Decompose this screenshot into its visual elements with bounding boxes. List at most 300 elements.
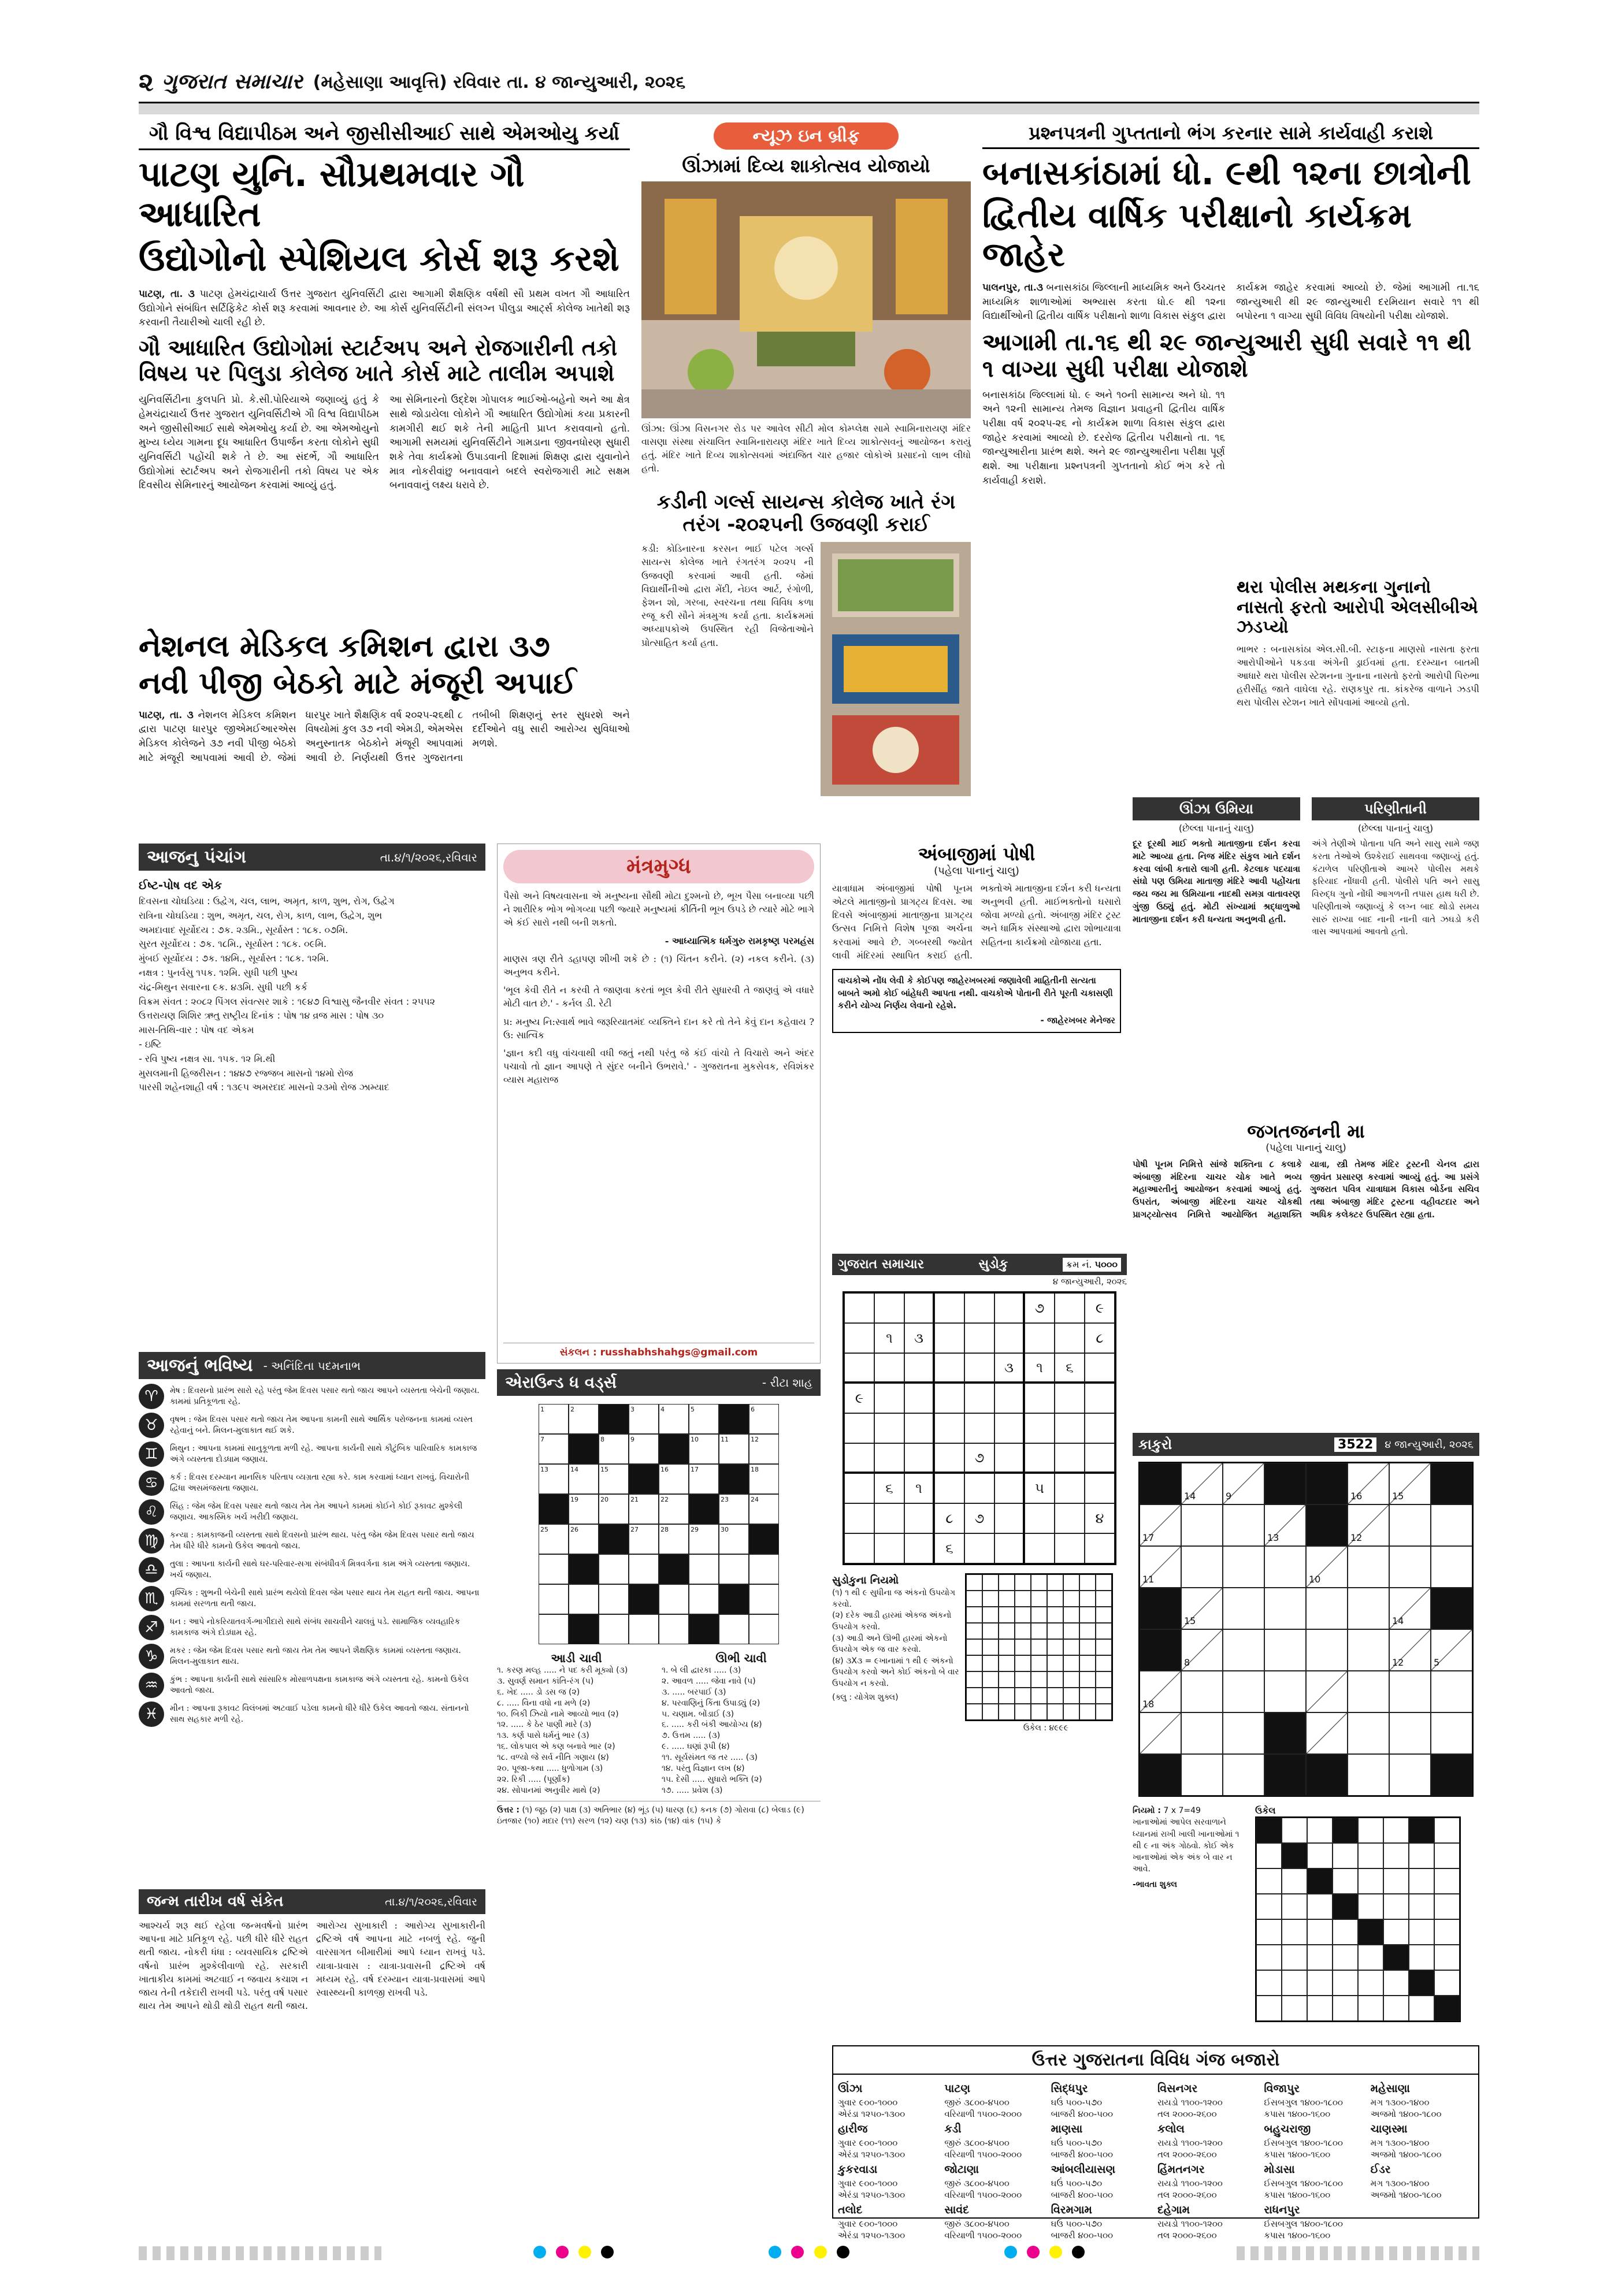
kakuro-solution-cell: [1434, 1894, 1460, 1919]
story-exam: [982, 122, 1479, 527]
sudoku-cell[interactable]: [874, 1503, 904, 1533]
sudoku-solution-cell: [1031, 1591, 1047, 1607]
kakuro-solution-cell: [1383, 1894, 1409, 1919]
sudoku-cell[interactable]: ૧: [904, 1473, 934, 1503]
sudoku-cell[interactable]: [1055, 1443, 1085, 1473]
kakuro-cell[interactable]: [1181, 1712, 1223, 1754]
sudoku-cell[interactable]: [904, 1383, 934, 1413]
crossword-cell[interactable]: [539, 1614, 569, 1644]
kakuro-cell[interactable]: [1223, 1671, 1264, 1712]
crossword-black-cell: [599, 1404, 629, 1434]
crossword-cell[interactable]: [629, 1554, 659, 1584]
market-rate: તલ ૨૦૦૦-૨૬૦૦: [1157, 2108, 1217, 2119]
kakuro-solution-cell: [1307, 1970, 1333, 1996]
sudoku-cell[interactable]: [934, 1293, 964, 1323]
sudoku-cell[interactable]: [874, 1353, 904, 1383]
sudoku-cell[interactable]: [994, 1293, 1025, 1323]
kakuro-solution-cell: [1307, 1818, 1333, 1843]
sudoku-cell[interactable]: [1025, 1533, 1055, 1563]
kakuro-cell[interactable]: [1181, 1754, 1223, 1796]
sudoku-solution-cell: [1015, 1623, 1031, 1639]
story-medical: [139, 630, 630, 849]
sudoku-cell[interactable]: ૯: [844, 1383, 874, 1413]
magenta-dot: [1027, 2246, 1040, 2258]
sudoku-cell[interactable]: [934, 1383, 964, 1413]
sudoku-cell[interactable]: ૩: [994, 1353, 1025, 1383]
sudoku-solution-cell: [1079, 1623, 1096, 1639]
kakuro-clue-cell: 13: [1264, 1504, 1306, 1546]
panchang-line: વિક્રમ સંવત : ૨૦૮૨ પિંગલ સંવત્સર શાકે : ૧૯૪૭ વિશ્વાસુ જૈનવીર સંવત : ૨૫૫૨: [139, 995, 436, 1007]
sudoku-cell[interactable]: [874, 1293, 904, 1323]
crossword-cell[interactable]: [719, 1554, 749, 1584]
market-rate: વરિયાળી ૧૫૦૦-૨૦૦૦: [944, 2108, 1022, 2119]
sudoku-solution-cell: [1047, 1639, 1063, 1655]
sudoku-cell[interactable]: [844, 1443, 874, 1473]
crossword-cell[interactable]: [599, 1614, 629, 1644]
sudoku-cell[interactable]: [964, 1353, 994, 1383]
crossword-cell[interactable]: 22: [659, 1494, 689, 1524]
sudoku-cell[interactable]: [1025, 1503, 1055, 1533]
crossword-cell[interactable]: 13: [539, 1464, 569, 1494]
sudoku-cell[interactable]: ૭: [964, 1503, 994, 1533]
sudoku-cell[interactable]: [1055, 1293, 1085, 1323]
sudoku-cell[interactable]: [904, 1503, 934, 1533]
crossword-cell[interactable]: 19: [569, 1494, 599, 1524]
sudoku-cell[interactable]: [964, 1383, 994, 1413]
story-subtitle: (છેલ્લા પાનાનું ચાલુ): [1178, 823, 1255, 834]
story-paragraph: પાટણ હેમચંદ્રાચાર્ય ઉત્તર ગુજરાત યુનિવર્સિટી દ્વારા આગામી શૈક્ષણિક વર્ષથી સૌ પ્રથમ વખત ગૌ આધારિત ઉદ્યોગોને સંબંધિત સર્ટિફિકેટ કોર્સ શરૂ કરવામાં આવનાર છે. આ કોર્સ યુનિવર્સિટીની સંલગ્ન પીલુડા આર્ટ્સ કોલેજ ખાતેથી શરૂ કરવાની તૈયારીઓ ચાલી રહી છે.: [139, 288, 630, 329]
sudoku-cell[interactable]: [934, 1473, 964, 1503]
crossword-cell[interactable]: 12: [749, 1434, 779, 1464]
horoscope-text: કર્ક : દિવસ દરમ્યાન માનસિક પરિતાપ વ્યગ્રતા રહ્યા કરે. કામ કરવામાં ધ્યાન રાખવું. વિચારોની દ્વિધા અસમંજસતા જણાય.: [170, 1473, 470, 1493]
market-rate: ગુવાર ૯૦૦-૧૦૦૦: [838, 2097, 898, 2108]
sudoku-cell[interactable]: [1055, 1503, 1085, 1533]
sudoku-cell[interactable]: [994, 1413, 1025, 1443]
horoscope-item: [139, 1470, 485, 1496]
sudoku-solution-cell: [982, 1574, 999, 1591]
crossword-cell[interactable]: 10: [689, 1434, 719, 1464]
panchang-line: મુસલમાની હિજરીસન : ૧૪૪૭ રજ્જબ માસનો ૧૪મો રોજ: [139, 1067, 353, 1079]
sudoku-solution-cell: [1015, 1655, 1031, 1671]
birthday-title: જન્મ તારીખ વર્ષ સંકેત: [147, 1893, 284, 1910]
market-column: [1051, 2079, 1154, 2242]
crossword-cell[interactable]: [599, 1584, 629, 1614]
market-name: આંબલીયાસણ: [1051, 2163, 1116, 2176]
kakuro-solution-cell: [1434, 1970, 1460, 1996]
kakuro-cell[interactable]: [1306, 1588, 1348, 1629]
crossword-cell[interactable]: [539, 1554, 569, 1584]
sudoku-solution-cell: [1047, 1574, 1063, 1591]
kakuro-clue-cell: 12: [1348, 1504, 1389, 1546]
crossword-cell[interactable]: 4: [659, 1404, 689, 1434]
sudoku-cell[interactable]: [964, 1533, 994, 1563]
sudoku-cell[interactable]: [904, 1353, 934, 1383]
crossword-cell[interactable]: 27: [629, 1524, 659, 1554]
sudoku-solution-cell: [1047, 1704, 1063, 1720]
crossword-cell[interactable]: [599, 1554, 629, 1584]
sudoku-cell[interactable]: [994, 1443, 1025, 1473]
sudoku-cell[interactable]: [1055, 1533, 1085, 1563]
kakuro-solution-cell: [1409, 1996, 1434, 2021]
sudoku-cell[interactable]: [994, 1383, 1025, 1413]
crossword-cell[interactable]: [749, 1584, 779, 1614]
kakuro-cell[interactable]: [1431, 1546, 1472, 1588]
sudoku-solution-cell: [1047, 1591, 1063, 1607]
sudoku-cell[interactable]: [904, 1413, 934, 1443]
cyan-dot: [533, 2246, 546, 2258]
sudoku-cell[interactable]: ૩: [904, 1323, 934, 1353]
market-rate: ઘઉં ૫૦૦-૫૭૦: [1051, 2137, 1103, 2148]
kakuro-cell[interactable]: [1223, 1546, 1264, 1588]
crossword-cell[interactable]: 26: [569, 1524, 599, 1554]
sudoku-cell[interactable]: [994, 1473, 1025, 1503]
kakuro-cell[interactable]: [1348, 1712, 1389, 1754]
crossword-cell[interactable]: [659, 1614, 689, 1644]
sudoku-solution-cell: [966, 1655, 982, 1671]
crossword-cell[interactable]: 6: [749, 1404, 779, 1434]
kakuro-cell[interactable]: [1389, 1754, 1431, 1796]
sudoku-rules-credit: (ક્લુ : યોગેશ શુક્લ): [832, 1692, 899, 1702]
sudoku-cell[interactable]: [1085, 1443, 1115, 1473]
sudoku-cell[interactable]: [1085, 1353, 1115, 1383]
market-name: મહેસાણા: [1370, 2082, 1410, 2095]
sudoku-cell[interactable]: [844, 1413, 874, 1443]
kakuro-cell[interactable]: [1431, 1712, 1472, 1754]
sudoku-cell[interactable]: [1025, 1383, 1055, 1413]
sudoku-cell[interactable]: [844, 1473, 874, 1503]
sudoku-cell[interactable]: [874, 1413, 904, 1443]
horoscope-title: આજનું ભવિષ્ય: [147, 1355, 253, 1376]
down-clue: ૪. પરવાણિનું કિંતા ઉપાડ્યું (૨): [662, 1698, 760, 1708]
sudoku-cell[interactable]: [934, 1413, 964, 1443]
black-dot: [1072, 2246, 1085, 2258]
crossword-cell[interactable]: [629, 1614, 659, 1644]
kakuro-cell[interactable]: [1223, 1754, 1264, 1796]
sudoku-solution-cell: [1031, 1574, 1047, 1591]
sudoku-number: ૫૦૦૦: [1094, 1258, 1118, 1270]
black-dot: [837, 2246, 849, 2258]
sudoku-cell[interactable]: [934, 1323, 964, 1353]
kakuro-cell[interactable]: [1181, 1671, 1223, 1712]
crossword-cell[interactable]: 15: [599, 1464, 629, 1494]
market-name: તલોદ: [838, 2204, 863, 2217]
kakuro-solution-cell: [1333, 1818, 1358, 1843]
crossword-cell[interactable]: 16: [659, 1464, 689, 1494]
crossword-cell[interactable]: 3: [629, 1404, 659, 1434]
panchang-line: ઈષ્ટ-પોષ વદ એક: [139, 878, 222, 892]
market-columns: [833, 2075, 1478, 2246]
mantra-para: પ્ર: મનુષ્ય નિ:સ્વાર્થ ભાવે જરૂરિયાતમંદ વ્યક્તિને દાન કરે તો તેને કેવું દાન કહેવાય ? ઉ: સાત્વિક: [503, 1016, 814, 1041]
panchang-line: - રવિ પુષ્ય નક્ષત્ર સા. ૧૫ક. ૧૨ મિ.થી: [139, 1053, 276, 1064]
crossword-cell[interactable]: 17: [689, 1464, 719, 1494]
kakuro-cell[interactable]: [1264, 1588, 1306, 1629]
kakuro-block: [1431, 1754, 1472, 1796]
crossword-cell[interactable]: [719, 1614, 749, 1644]
across-clue: ૨૪. સોપાનમાં અનુવીર માથે (૨): [497, 1785, 600, 1795]
kakuro-cell[interactable]: [1431, 1671, 1472, 1712]
sudoku-cell[interactable]: [994, 1503, 1025, 1533]
kakuro-solution-cell: [1282, 1894, 1307, 1919]
kakuro-solution-cell: [1282, 1843, 1307, 1868]
crossword-cell[interactable]: 9: [629, 1434, 659, 1464]
crossword-cell[interactable]: 29: [689, 1524, 719, 1554]
kakuro-cell[interactable]: [1264, 1629, 1306, 1671]
sudoku-cell[interactable]: [874, 1533, 904, 1563]
kakuro-solution-cell: [1409, 1945, 1434, 1970]
kakuro-solution-cell: [1434, 1818, 1460, 1843]
sudoku-cell[interactable]: ૮: [934, 1503, 964, 1533]
sudoku-cell[interactable]: [964, 1413, 994, 1443]
story-kicker: પ્રશ્નપત્રની ગુપ્તતાનો ભંગ કરનાર સામે કાર્યવાહી કરાશે: [982, 122, 1479, 149]
sudoku-solution-cell: [982, 1639, 999, 1655]
sudoku-cell[interactable]: [1025, 1443, 1055, 1473]
sudoku-cell[interactable]: [1055, 1473, 1085, 1503]
sudoku-cell[interactable]: [904, 1443, 934, 1473]
sudoku-cell[interactable]: [1085, 1383, 1115, 1413]
sudoku-solution-cell: [999, 1623, 1015, 1639]
sudoku-rule: (૩) આડી અને ઊભી હારમાં એકનો ઉપયોગ એક જ વાર કરવો.: [832, 1633, 948, 1655]
sudoku-cell[interactable]: [1085, 1473, 1115, 1503]
kakuro-solution-cell: [1333, 1868, 1358, 1894]
crossword-cell[interactable]: 24: [749, 1494, 779, 1524]
story-headline-2: નવી પીજી બેઠકો માટે મંજૂરી અપાઈ: [139, 666, 577, 701]
crossword-cell[interactable]: 14: [569, 1464, 599, 1494]
yellow-dot: [814, 2246, 827, 2258]
horoscope-item: [139, 1615, 485, 1640]
kakuro-solution-cell: [1358, 1818, 1383, 1843]
crossword-cell[interactable]: [689, 1554, 719, 1584]
kakuro-cell[interactable]: [1223, 1629, 1264, 1671]
across-clue: ૨૨. રિકી ..... (પૂર્ણાંક): [497, 1774, 570, 1784]
sudoku-cell[interactable]: ૮: [1085, 1323, 1115, 1353]
crossword-cell[interactable]: 7: [539, 1434, 569, 1464]
sudoku-cell[interactable]: [1025, 1323, 1055, 1353]
sudoku-cell[interactable]: ૬: [1055, 1353, 1085, 1383]
magenta-dot: [556, 2246, 569, 2258]
crossword-cell[interactable]: 18: [749, 1464, 779, 1494]
cmyk-dots-3: [1001, 2246, 1088, 2261]
kakuro-cell[interactable]: [1223, 1712, 1264, 1754]
crossword-cell[interactable]: 5: [689, 1404, 719, 1434]
crossword-cell[interactable]: 28: [659, 1524, 689, 1554]
market-rate: રાયડો ૧૧૦૦-૧૨૦૦: [1157, 2137, 1223, 2148]
crossword-cell[interactable]: [569, 1584, 599, 1614]
story-headline-2: ઉદ્યોગોનો સ્પેશિયલ કોર્સ શરૂ કરશે: [139, 239, 619, 280]
masthead: [139, 65, 1479, 99]
sudoku-cell[interactable]: ૯: [1085, 1293, 1115, 1323]
crossword-cell[interactable]: [689, 1584, 719, 1614]
horoscope-item: [139, 1499, 485, 1525]
sudoku-cell[interactable]: [964, 1293, 994, 1323]
market-name: ચાણસ્મા: [1370, 2123, 1408, 2136]
sudoku-cell[interactable]: [844, 1323, 874, 1353]
advert-note-text: વાચકોએ નોંધ લેવી કે કોઈપણ જાહેરખબરમાં જણાવેલી માહિતીની સત્યતા બાબતે અમો કોઈ બાંહેધરી આપતા નથી. વાચકોએ પોતાની રીતે પૂરતી ચકાસણી કરીને યોગ્ય નિર્ણય લેવાનો રહેશે.: [838, 975, 1113, 1011]
crossword-cell[interactable]: 30: [719, 1524, 749, 1554]
kakuro-cell[interactable]: [1389, 1546, 1431, 1588]
magenta-dot: [791, 2246, 804, 2258]
kakuro-cell[interactable]: [1181, 1504, 1223, 1546]
kakuro-cell[interactable]: [1181, 1546, 1223, 1588]
sudoku-solution-cell: [1063, 1607, 1079, 1623]
story-jagatjanani: [1133, 1121, 1479, 1421]
crossword-cell[interactable]: 23: [719, 1494, 749, 1524]
sudoku-cell[interactable]: [844, 1533, 874, 1563]
mantra-credit[interactable]: સંકલન : russhabhshahgs@gmail.com: [503, 1343, 814, 1358]
kakuro-cell[interactable]: [1223, 1588, 1264, 1629]
market-name: જોટાણા: [944, 2163, 979, 2176]
horoscope-item: [139, 1557, 485, 1582]
kakuro-rules-body: ખાનાઓમાં આપેલ સરવાળાને ધ્યાનમાં રાખી ખાલી ખાનાઓમાં ૧ થી ૯ ના અંક ગોઠવો. કોઈ એક ખાનાઓમાં એક અંક બે વાર ન આવે.: [1133, 1818, 1240, 1874]
sudoku-cell[interactable]: [994, 1323, 1025, 1353]
crossword-cell[interactable]: 20: [599, 1494, 629, 1524]
crossword-cell[interactable]: [749, 1554, 779, 1584]
market-name: પાટણ: [944, 2082, 970, 2095]
sudoku-cell[interactable]: ૭: [964, 1443, 994, 1473]
kakuro-block: [1264, 1463, 1306, 1504]
gemini-icon: ♊: [139, 1441, 164, 1467]
kakuro-block: [1306, 1754, 1348, 1796]
kakuro-solution-cell: [1434, 1996, 1460, 2021]
sudoku-cell[interactable]: ૫: [1025, 1473, 1055, 1503]
market-rate: જીરું ૩૮૦૦-૪૫૦૦: [944, 2219, 1010, 2230]
scorpio-icon: ♏: [139, 1586, 164, 1611]
story-dateline: પાટણ, તા. ૩: [139, 709, 194, 721]
crossword-cell[interactable]: [749, 1614, 779, 1644]
kakuro-solution-cell: [1307, 1843, 1333, 1868]
sudoku-cell[interactable]: [934, 1443, 964, 1473]
market-rate: તલ ૨૦૦૦-૨૬૦૦: [1157, 2149, 1217, 2160]
kakuro-cell[interactable]: [1389, 1712, 1431, 1754]
sudoku-cell[interactable]: [874, 1443, 904, 1473]
kakuro-cell[interactable]: [1348, 1546, 1389, 1588]
sudoku-solution-cell: [1047, 1607, 1063, 1623]
crossword-cell[interactable]: [659, 1584, 689, 1614]
sudoku-cell[interactable]: ૭: [1025, 1293, 1055, 1323]
sudoku-cell[interactable]: [1055, 1413, 1085, 1443]
horoscope-text: તુલા : આપના કાર્યની સાથે ઘર-પરિવાર-સગા સંબંધીવર્ગ મિત્રવર્ગના કામ અંગે વ્યસ્તતા જણાય. ખર્ચ જણાય.: [170, 1559, 470, 1580]
advert-note: [832, 969, 1121, 1033]
story-parinitani: [1312, 797, 1479, 1121]
sudoku-rule: (૪) ૩X૩ = ૯ખાનામાં ૧ થી ૯ અંકનો ઉપયોગ કરવો અને કોઈ અંકનો બે વાર ઉપયોગ ન કરવો.: [832, 1656, 959, 1688]
sudoku-cell[interactable]: [844, 1293, 874, 1323]
market-rate: જીરું ૩૮૦૦-૪૫૦૦: [944, 2178, 1010, 2189]
kakuro-cell[interactable]: [1264, 1671, 1306, 1712]
sudoku-cell[interactable]: [844, 1353, 874, 1383]
crossword-cell[interactable]: 21: [629, 1494, 659, 1524]
kakuro-solution-cell: [1434, 1945, 1460, 1970]
market-rate: ઘઉં ૫૦૦-૫૭૦: [1051, 2097, 1103, 2108]
sudoku-cell[interactable]: ૧: [1025, 1353, 1055, 1383]
sudoku-solution-cell: [1096, 1704, 1112, 1720]
kakuro-cell[interactable]: [1348, 1588, 1389, 1629]
crossword-black-cell: [569, 1434, 599, 1464]
kakuro-cell[interactable]: [1389, 1671, 1431, 1712]
sudoku-cell[interactable]: ૬: [934, 1533, 964, 1563]
crossword-cell[interactable]: 25: [539, 1524, 569, 1554]
sudoku-solution-cell: [982, 1688, 999, 1704]
brief-caption: ઊંઝા: ઊંઝા વિસનગર રોડ પર આવેલ સીટી મોલ કોમ્પ્લેક્ષ સામે સ્વામિનારાયણ મંદિર વાસણા સંસ્થા સંચાલિત સ્વામિનારાયણ મંદિર ખાતે દિવ્ય શાકોત્સવનું આયોજન કરાયું હતું. મંદિર ખાતે દિવ્ય શાકોત્સવમાં અંદાજિત ચાર હજાર લોકોએ પ્રસાદનો લાભ લીધો હતો.: [641, 422, 971, 474]
crossword-cell[interactable]: 2: [569, 1404, 599, 1434]
sudoku-cell[interactable]: [994, 1533, 1025, 1563]
kakuro-block: [1306, 1504, 1348, 1546]
kakuro-solution-cell: [1333, 1945, 1358, 1970]
sudoku-cell[interactable]: [934, 1353, 964, 1383]
kakuro-solution-cell: [1434, 1868, 1460, 1894]
sudoku-cell[interactable]: [1055, 1323, 1085, 1353]
kakuro-cell[interactable]: [1348, 1754, 1389, 1796]
sudoku-solution-cell: [1079, 1591, 1096, 1607]
crossword-cell[interactable]: 11: [719, 1434, 749, 1464]
sudoku-cell[interactable]: [1055, 1383, 1085, 1413]
kakuro-cell[interactable]: [1431, 1504, 1472, 1546]
kakuro-cell[interactable]: [1264, 1546, 1306, 1588]
sudoku-cell[interactable]: [1025, 1413, 1055, 1443]
kakuro-solution-cell: [1358, 1843, 1383, 1868]
sudoku-solution-cell: [1063, 1671, 1079, 1688]
kakuro-cell[interactable]: [1223, 1504, 1264, 1546]
kakuro-clue-cell: [1306, 1671, 1348, 1712]
sudoku-cell[interactable]: [964, 1473, 994, 1503]
birthday-box: [139, 1889, 485, 2109]
market-name: હારીજ: [838, 2123, 868, 2136]
sudoku-cell[interactable]: ૪: [1085, 1503, 1115, 1533]
sudoku-solution-cell: [1031, 1671, 1047, 1688]
cancer-icon: ♋: [139, 1470, 164, 1496]
sudoku-cell[interactable]: [1085, 1413, 1115, 1443]
kakuro-block: [1140, 1588, 1181, 1629]
sudoku-cell[interactable]: ૬: [874, 1473, 904, 1503]
kakuro-cell[interactable]: [1389, 1504, 1431, 1546]
kakuro-cell[interactable]: [1348, 1671, 1389, 1712]
story-ambaji: [832, 844, 1121, 1248]
across-clue: ૮. ..... વિના વધો ના મળે (૨): [497, 1698, 591, 1708]
market-rate: અજમો ૧૪૦૦-૧૮૦૦: [1370, 2190, 1442, 2201]
sudoku-cell[interactable]: [964, 1323, 994, 1353]
crossword-black-cell: [629, 1464, 659, 1494]
kakuro-cell[interactable]: [1348, 1629, 1389, 1671]
market-name: હિંમતનગર: [1157, 2163, 1205, 2176]
crossword-cell[interactable]: 1: [539, 1404, 569, 1434]
horoscope-text: મીન : આપના રૂકાવટ વિલંબમાં અટવાઈ પડેલા કામનો ધીરે ધીરે ઉકેલ આવતો જાય. સંતાનનો સાથ સહકાર મળી રહે.: [170, 1704, 469, 1724]
sudoku-cell[interactable]: [1085, 1533, 1115, 1563]
kakuro-solution-cell: [1282, 1919, 1307, 1945]
sudoku-cell[interactable]: [904, 1293, 934, 1323]
sudoku-solution-cell: [999, 1655, 1015, 1671]
crossword-cell[interactable]: [539, 1584, 569, 1614]
kakuro-solution-cell: [1307, 1894, 1333, 1919]
story-paragraph: કડી: કોડિનારના કરસન ભાઈ પટેલ ગર્લ્સ સાયન્સ કોલેજ ખાતે રંગતરંગ ૨૦૨૫ ની ઉજવણી કરવામાં આવી હતી. જેમાં વિદ્યાર્થીનીઓ દ્વારા મેંદી, નેઇલ આર્ટ, રંગોળી, ફેશન શો, ગરબા, સ્વરચના તથા વિવિધ કળા રજૂ કરી સૌને મંત્રમુગ્ધ કર્યા હતા. કાર્યક્રમમાં અધ્યાપકોએ ઉપસ્થિત રહી વિજેતાઓને પ્રોત્સાહિત કર્યા હતા.: [641, 543, 814, 648]
panchang-line: - ઇષ્ટિ: [139, 1038, 162, 1050]
sudoku-cell[interactable]: [874, 1383, 904, 1413]
kakuro-clue-cell: [1306, 1712, 1348, 1754]
kakuro-cell[interactable]: [1306, 1629, 1348, 1671]
market-rate: કપાસ ૧૪૦૦-૧૬૦૦: [1264, 2230, 1331, 2241]
sudoku-solution-cell: [1096, 1688, 1112, 1704]
sudoku-solution-cell: [1047, 1688, 1063, 1704]
story-paragraph: નેશનલ મેડિકલ કમિશન દ્વારા પાટણ ધારપુર જીએમઈઆરએસ મેડિકલ કોલેજને ૩૭ નવી પીજી બેઠકો માટે મંજૂરી આપવામાં આવી છે. જેમાં ધારપુર ખાતે શૈક્ષણિક વર્ષ ૨૦૨૫-૨૬થી ૮ વિષયોમાં કુલ ૩૭ નવી એમડી, એમએસ અનુસ્નાતક બેઠકોને મંજૂરી આપવામાં આવી છે. નિર્ણયથી ઉત્તર ગુજરાતના તબીબી શિક્ષણનું સ્તર સુધરશે અને દર્દીઓને વધુ સારી આરોગ્ય સુવિધાઓ મળશે.: [139, 709, 630, 764]
sudoku-cell[interactable]: [904, 1533, 934, 1563]
market-title: ઉત્તર ગુજરાતના વિવિધ ગંજ બજારો: [833, 2046, 1478, 2075]
crossword-cell[interactable]: 8: [599, 1434, 629, 1464]
story-paragraph: દૂર દૂરથી માઈ ભક્તો માતાજીના દર્શન કરવા માટે આવ્યા હતા. નિજ મંદિર સંકુલ ખાતે દર્શન કરવા લાંબી કતારો લાગી હતી. કેટલાક પદયાત્રા સંઘો પણ ઉમિયા માતાજી મંદિરે આવી પહોંચતા જય જય મા ઉમિયાના નાદથી સમગ્ર વાતાવરણ ગુંજી ઉઠ્યું હતું. મોટી સંખ્યામાં શ્રદ્ધાળુઓ માતાજીના દર્શન કરી ધન્યતા અનુભવી હતી.: [1133, 838, 1300, 924]
horoscope-list: [139, 1384, 485, 1727]
pisces-icon: ♓: [139, 1701, 164, 1727]
kakuro-solution-cell: [1434, 1843, 1460, 1868]
sudoku-cell[interactable]: ૧: [874, 1323, 904, 1353]
market-rate: બાજરી ૪૦૦-૫૦૦: [1051, 2108, 1114, 2119]
sudoku-cell[interactable]: [844, 1503, 874, 1533]
sudoku-solution-cell: [1031, 1655, 1047, 1671]
